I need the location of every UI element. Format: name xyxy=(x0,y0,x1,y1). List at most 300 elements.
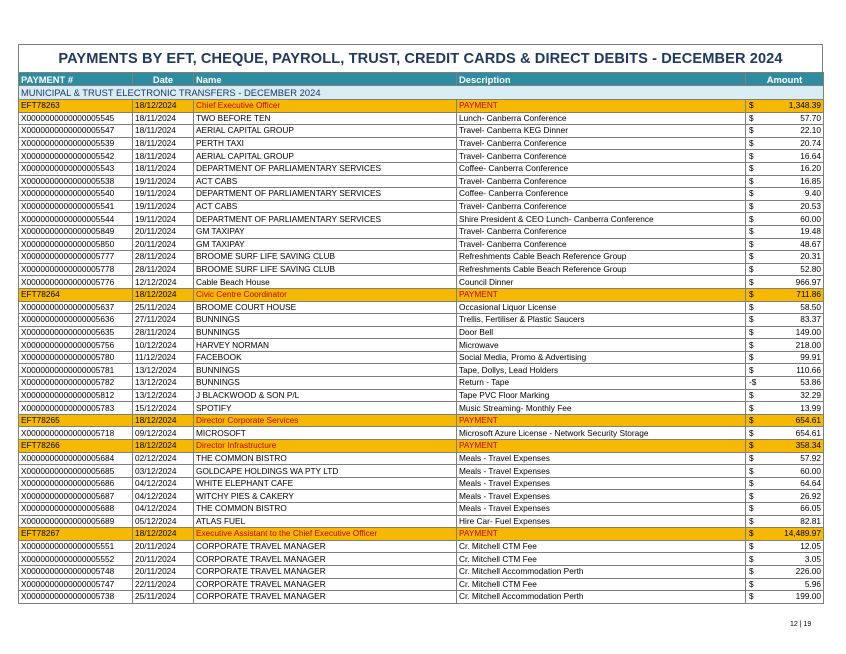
table-row xyxy=(19,175,824,188)
description-cell: Travel- Canberra Conference xyxy=(457,175,746,188)
amount-value: 22.10 xyxy=(800,125,821,136)
payment-cell: X0000000000000005782 xyxy=(19,377,133,390)
name-cell: Executive Assistant to the Chief Executive Officer xyxy=(194,528,457,541)
description-cell: PAYMENT xyxy=(457,414,746,427)
amount-value: 32.29 xyxy=(800,389,821,400)
name-cell: TWO BEFORE TEN xyxy=(194,112,457,125)
amount-cell xyxy=(746,238,824,251)
amount-value: 19.48 xyxy=(800,226,821,237)
currency-sign: $ xyxy=(749,163,754,174)
date-cell: 15/12/2024 xyxy=(133,402,194,415)
description-cell: Refreshments Cable Beach Reference Group xyxy=(457,251,746,264)
date-cell: 18/11/2024 xyxy=(133,137,194,150)
payment-cell: X0000000000000005685 xyxy=(19,465,133,478)
name-cell: BUNNINGS xyxy=(194,314,457,327)
currency-sign: $ xyxy=(749,213,754,224)
currency-sign: $ xyxy=(749,465,754,476)
date-cell: 10/12/2024 xyxy=(133,339,194,352)
amount-cell xyxy=(746,565,824,578)
amount-value: 12.05 xyxy=(800,541,821,552)
description-cell: Coffee- Canberra Conference xyxy=(457,188,746,201)
payment-cell: X0000000000000005539 xyxy=(19,137,133,150)
description-cell: Travel- Canberra Conference xyxy=(457,238,746,251)
payment-cell: X0000000000000005635 xyxy=(19,326,133,339)
name-cell: Civic Centre Coordinator xyxy=(194,288,457,301)
amount-value: 60.00 xyxy=(800,465,821,476)
description-cell: PAYMENT xyxy=(457,100,746,113)
date-cell: 04/12/2024 xyxy=(133,477,194,490)
currency-sign: $ xyxy=(749,452,754,463)
table-row xyxy=(19,465,824,478)
currency-sign: $ xyxy=(749,188,754,199)
name-cell: ATLAS FUEL xyxy=(194,515,457,528)
date-cell: 20/11/2024 xyxy=(133,225,194,238)
date-cell: 12/12/2024 xyxy=(133,276,194,289)
table-row xyxy=(19,213,824,226)
description-cell: Cr. Mitchell Accommodation Perth xyxy=(457,565,746,578)
payment-cell: X0000000000000005738 xyxy=(19,591,133,604)
amount-cell xyxy=(746,452,824,465)
name-cell: ACT CABS xyxy=(194,200,457,213)
name-cell: CORPORATE TRAVEL MANAGER xyxy=(194,578,457,591)
table-row xyxy=(19,301,824,314)
date-cell: 25/11/2024 xyxy=(133,301,194,314)
table-row xyxy=(19,162,824,175)
name-cell: ACT CABS xyxy=(194,175,457,188)
name-cell: FACEBOOK xyxy=(194,351,457,364)
name-cell: DEPARTMENT OF PARLIAMENTARY SERVICES xyxy=(194,162,457,175)
description-cell: Travel- Canberra KEG Dinner xyxy=(457,125,746,138)
page-number xyxy=(790,621,811,628)
payment-cell: X0000000000000005538 xyxy=(19,175,133,188)
table-row xyxy=(19,540,824,553)
amount-value: 26.92 xyxy=(800,490,821,501)
table-row xyxy=(19,125,824,138)
amount-cell xyxy=(746,402,824,415)
table-row xyxy=(19,490,824,503)
table-row xyxy=(19,263,824,276)
name-cell: J BLACKWOOD & SON P/L xyxy=(194,389,457,402)
currency-sign: $ xyxy=(749,427,754,438)
amount-value: 82.81 xyxy=(800,515,821,526)
table-row xyxy=(19,200,824,213)
amount-value: 16.85 xyxy=(800,175,821,186)
name-cell: THE COMMON BISTRO xyxy=(194,452,457,465)
amount-cell xyxy=(746,389,824,402)
amount-value: 99.91 xyxy=(800,352,821,363)
payment-cell: X0000000000000005551 xyxy=(19,540,133,553)
amount-cell xyxy=(746,465,824,478)
payment-cell: X0000000000000005812 xyxy=(19,389,133,402)
description-cell: PAYMENT xyxy=(457,440,746,453)
date-cell: 18/11/2024 xyxy=(133,125,194,138)
payment-cell: X0000000000000005686 xyxy=(19,477,133,490)
table-row xyxy=(19,389,824,402)
amount-value: 13.99 xyxy=(800,402,821,413)
payment-cell: X0000000000000005541 xyxy=(19,200,133,213)
payment-cell: X0000000000000005689 xyxy=(19,515,133,528)
date-cell: 09/12/2024 xyxy=(133,427,194,440)
description-cell: Council Dinner xyxy=(457,276,746,289)
amount-value: 711.86 xyxy=(796,289,821,300)
amount-value: 654.61 xyxy=(795,427,821,438)
description-cell: Meals - Travel Expenses xyxy=(457,452,746,465)
amount-cell xyxy=(746,528,824,541)
amount-cell xyxy=(746,200,824,213)
payment-cell: X0000000000000005756 xyxy=(19,339,133,352)
currency-sign: $ xyxy=(749,553,754,564)
amount-value: 966.97 xyxy=(795,276,821,287)
date-cell: 28/11/2024 xyxy=(133,263,194,276)
table-row xyxy=(19,339,824,352)
date-cell: 19/11/2024 xyxy=(133,188,194,201)
currency-sign: $ xyxy=(749,541,754,552)
eft-summary-row xyxy=(19,288,824,301)
date-cell: 18/12/2024 xyxy=(133,440,194,453)
name-cell: Cable Beach House xyxy=(194,276,457,289)
amount-value: 53.86 xyxy=(800,377,821,388)
table-row xyxy=(19,402,824,415)
currency-sign: $ xyxy=(749,339,754,350)
amount-cell xyxy=(746,364,824,377)
amount-value: 358.34 xyxy=(795,440,821,451)
payment-cell: X0000000000000005747 xyxy=(19,578,133,591)
table-row xyxy=(19,565,824,578)
description-cell: Meals - Travel Expenses xyxy=(457,477,746,490)
amount-value: 52.80 xyxy=(800,264,821,275)
currency-sign: $ xyxy=(749,276,754,287)
header-date: Date xyxy=(133,73,194,86)
amount-value: 48.67 xyxy=(800,238,821,249)
currency-sign: $ xyxy=(749,226,754,237)
payment-cell: X0000000000000005687 xyxy=(19,490,133,503)
date-cell: 13/12/2024 xyxy=(133,389,194,402)
currency-sign: $ xyxy=(749,326,754,337)
description-cell: Coffee- Canberra Conference xyxy=(457,162,746,175)
date-cell: 19/11/2024 xyxy=(133,200,194,213)
description-cell: PAYMENT xyxy=(457,528,746,541)
date-cell: 02/12/2024 xyxy=(133,452,194,465)
table-row xyxy=(19,188,824,201)
amount-cell xyxy=(746,188,824,201)
currency-sign: $ xyxy=(749,238,754,249)
name-cell: WHITE ELEPHANT CAFE xyxy=(194,477,457,490)
amount-cell xyxy=(746,540,824,553)
currency-sign: $ xyxy=(749,503,754,514)
amount-value: 20.31 xyxy=(800,251,821,262)
name-cell: THE COMMON BISTRO xyxy=(194,503,457,516)
page-separator: | xyxy=(799,621,802,628)
date-cell: 18/12/2024 xyxy=(133,288,194,301)
name-cell: CORPORATE TRAVEL MANAGER xyxy=(194,591,457,604)
eft-summary-row xyxy=(19,440,824,453)
description-cell: Meals - Travel Expenses xyxy=(457,503,746,516)
amount-value: 14,489.97 xyxy=(784,528,821,539)
description-cell: Microsoft Azure License - Network Security Storage xyxy=(457,427,746,440)
name-cell: BROOME COURT HOUSE xyxy=(194,301,457,314)
date-cell: 28/11/2024 xyxy=(133,326,194,339)
amount-cell xyxy=(746,515,824,528)
currency-sign: $ xyxy=(749,415,754,426)
amount-cell xyxy=(746,314,824,327)
description-cell: Social Media, Promo & Advertising xyxy=(457,351,746,364)
date-cell: 13/12/2024 xyxy=(133,364,194,377)
description-cell: Tape, Dollys, Lead Holders xyxy=(457,364,746,377)
payment-cell: X0000000000000005777 xyxy=(19,251,133,264)
currency-sign: $ xyxy=(749,528,754,539)
currency-sign: $ xyxy=(749,289,754,300)
amount-value: 654.61 xyxy=(795,415,821,426)
amount-value: 16.20 xyxy=(800,163,821,174)
payment-cell: X0000000000000005780 xyxy=(19,351,133,364)
payment-cell: X0000000000000005544 xyxy=(19,213,133,226)
description-cell: Music Streaming- Monthly Fee xyxy=(457,402,746,415)
amount-cell xyxy=(746,339,824,352)
name-cell: MICROSOFT xyxy=(194,427,457,440)
header-amount: Amount xyxy=(746,73,824,86)
table-row xyxy=(19,351,824,364)
amount-cell xyxy=(746,591,824,604)
name-cell: Director Corporate Services xyxy=(194,414,457,427)
description-cell: Tape PVC Floor Marking xyxy=(457,389,746,402)
date-cell: 04/12/2024 xyxy=(133,490,194,503)
description-cell: Shire President & CEO Lunch- Canberra Conference xyxy=(457,213,746,226)
table-row xyxy=(19,150,824,163)
amount-cell xyxy=(746,377,824,390)
date-cell: 19/11/2024 xyxy=(133,175,194,188)
amount-cell xyxy=(746,150,824,163)
amount-cell xyxy=(746,490,824,503)
payment-cell: X0000000000000005778 xyxy=(19,263,133,276)
table-row xyxy=(19,112,824,125)
table-row xyxy=(19,591,824,604)
table-row xyxy=(19,377,824,390)
amount-value: 20.74 xyxy=(800,138,821,149)
currency-sign: $ xyxy=(749,440,754,451)
currency-sign: $ xyxy=(749,566,754,577)
amount-cell xyxy=(746,503,824,516)
name-cell: SPOTIFY xyxy=(194,402,457,415)
amount-cell xyxy=(746,351,824,364)
amount-value: 149.00 xyxy=(795,326,821,337)
name-cell: Director Infrastructure xyxy=(194,440,457,453)
payment-cell: X0000000000000005552 xyxy=(19,553,133,566)
amount-value: 110.66 xyxy=(796,364,821,375)
currency-sign: $ xyxy=(749,100,754,111)
header-description: Description xyxy=(457,73,746,86)
description-cell: Microwave xyxy=(457,339,746,352)
payment-cell: X0000000000000005850 xyxy=(19,238,133,251)
amount-cell xyxy=(746,427,824,440)
payments-table xyxy=(18,72,824,604)
amount-cell xyxy=(746,440,824,453)
currency-sign: $ xyxy=(749,352,754,363)
description-cell: Travel- Canberra Conference xyxy=(457,150,746,163)
currency-sign: $ xyxy=(749,314,754,325)
name-cell: BROOME SURF LIFE SAVING CLUB xyxy=(194,263,457,276)
description-cell: Return - Tape xyxy=(457,377,746,390)
currency-sign: $ xyxy=(749,364,754,375)
currency-sign: $ xyxy=(749,251,754,262)
header-payment: PAYMENT # xyxy=(19,73,133,86)
eft-summary-row xyxy=(19,414,824,427)
description-cell: Travel- Canberra Conference xyxy=(457,137,746,150)
table-row xyxy=(19,137,824,150)
amount-value: 5.96 xyxy=(804,578,821,589)
payment-cell: X0000000000000005718 xyxy=(19,427,133,440)
currency-sign: $ xyxy=(749,389,754,400)
description-cell: Occasional Liquor License xyxy=(457,301,746,314)
amount-cell xyxy=(746,263,824,276)
name-cell: BUNNINGS xyxy=(194,377,457,390)
name-cell: BUNNINGS xyxy=(194,326,457,339)
date-cell: 11/12/2024 xyxy=(133,351,194,364)
payment-cell: X0000000000000005547 xyxy=(19,125,133,138)
payments-sheet xyxy=(18,44,823,604)
currency-sign: $ xyxy=(749,201,754,212)
description-cell: Meals - Travel Expenses xyxy=(457,465,746,478)
date-cell: 18/12/2024 xyxy=(133,528,194,541)
payment-cell: EFT78264 xyxy=(19,288,133,301)
currency-sign: $ xyxy=(749,490,754,501)
table-row xyxy=(19,515,824,528)
amount-cell xyxy=(746,276,824,289)
currency-sign: $ xyxy=(749,515,754,526)
payment-cell: X0000000000000005849 xyxy=(19,225,133,238)
date-cell: 18/12/2024 xyxy=(133,100,194,113)
date-cell: 22/11/2024 xyxy=(133,578,194,591)
currency-sign: $ xyxy=(749,301,754,312)
amount-value: 16.64 xyxy=(800,150,821,161)
description-cell: Travel- Canberra Conference xyxy=(457,225,746,238)
currency-sign: $ xyxy=(749,264,754,275)
amount-value: 199.00 xyxy=(795,591,821,602)
table-row xyxy=(19,452,824,465)
amount-value: 57.70 xyxy=(800,112,821,123)
name-cell: Chief Executive Officer xyxy=(194,100,457,113)
payment-cell: X0000000000000005542 xyxy=(19,150,133,163)
amount-cell xyxy=(746,414,824,427)
currency-sign: $ xyxy=(749,402,754,413)
payment-cell: X0000000000000005688 xyxy=(19,503,133,516)
date-cell: 19/11/2024 xyxy=(133,213,194,226)
table-row xyxy=(19,238,824,251)
date-cell: 20/11/2024 xyxy=(133,238,194,251)
date-cell: 20/11/2024 xyxy=(133,540,194,553)
section-row xyxy=(19,86,824,100)
amount-cell xyxy=(746,137,824,150)
amount-value: 20.53 xyxy=(800,201,821,212)
table-row xyxy=(19,276,824,289)
name-cell: BROOME SURF LIFE SAVING CLUB xyxy=(194,251,457,264)
payment-cell: X0000000000000005637 xyxy=(19,301,133,314)
amount-value: 57.92 xyxy=(800,452,821,463)
table-row xyxy=(19,427,824,440)
name-cell: GM TAXIPAY xyxy=(194,238,457,251)
amount-value: 3.05 xyxy=(804,553,821,564)
payment-cell: X0000000000000005748 xyxy=(19,565,133,578)
page-title: PAYMENTS BY EFT, CHEQUE, PAYROLL, TRUST, CREDIT CARDS & DIRECT DEBITS - DECEMBER 2024 xyxy=(18,44,823,72)
amount-value: 64.64 xyxy=(800,478,821,489)
payment-cell: X0000000000000005684 xyxy=(19,452,133,465)
name-cell: CORPORATE TRAVEL MANAGER xyxy=(194,565,457,578)
name-cell: GOLDCAPE HOLDINGS WA PTY LTD xyxy=(194,465,457,478)
amount-value: 1,348.39 xyxy=(788,100,821,111)
amount-cell xyxy=(746,100,824,113)
currency-sign: $ xyxy=(749,125,754,136)
payment-cell: X0000000000000005776 xyxy=(19,276,133,289)
description-cell: Refreshments Cable Beach Reference Group xyxy=(457,263,746,276)
amount-value: 58.50 xyxy=(800,301,821,312)
date-cell: 27/11/2024 xyxy=(133,314,194,327)
eft-summary-row xyxy=(19,100,824,113)
amount-cell xyxy=(746,288,824,301)
name-cell: PERTH TAXI xyxy=(194,137,457,150)
date-cell: 18/11/2024 xyxy=(133,112,194,125)
date-cell: 18/12/2024 xyxy=(133,414,194,427)
amount-cell xyxy=(746,213,824,226)
name-cell: AERIAL CAPITAL GROUP xyxy=(194,150,457,163)
description-cell: Travel- Canberra Conference xyxy=(457,200,746,213)
description-cell: Hire Car- Fuel Expenses xyxy=(457,515,746,528)
payment-cell: EFT78267 xyxy=(19,528,133,541)
payment-cell: X0000000000000005783 xyxy=(19,402,133,415)
total-pages: 19 xyxy=(803,621,812,628)
currency-sign: -$ xyxy=(749,377,757,388)
name-cell: DEPARTMENT OF PARLIAMENTARY SERVICES xyxy=(194,213,457,226)
amount-cell xyxy=(746,162,824,175)
amount-cell xyxy=(746,125,824,138)
amount-value: 218.00 xyxy=(795,339,821,350)
description-cell: Cr. Mitchell CTM Fee xyxy=(457,553,746,566)
payment-cell: X0000000000000005636 xyxy=(19,314,133,327)
payment-cell: EFT78266 xyxy=(19,440,133,453)
current-page: 12 xyxy=(790,621,798,628)
table-row xyxy=(19,477,824,490)
description-cell: Cr. Mitchell CTM Fee xyxy=(457,578,746,591)
table-row xyxy=(19,326,824,339)
amount-value: 83.37 xyxy=(800,314,821,325)
description-cell: Cr. Mitchell Accommodation Perth xyxy=(457,591,746,604)
payment-cell: EFT78265 xyxy=(19,414,133,427)
date-cell: 25/11/2024 xyxy=(133,591,194,604)
name-cell: WITCHY PIES & CAKERY xyxy=(194,490,457,503)
name-cell: BUNNINGS xyxy=(194,364,457,377)
name-cell: CORPORATE TRAVEL MANAGER xyxy=(194,553,457,566)
amount-value: 9.40 xyxy=(804,188,821,199)
eft-summary-row xyxy=(19,528,824,541)
name-cell: DEPARTMENT OF PARLIAMENTARY SERVICES xyxy=(194,188,457,201)
amount-cell xyxy=(746,225,824,238)
date-cell: 05/12/2024 xyxy=(133,515,194,528)
date-cell: 20/11/2024 xyxy=(133,565,194,578)
date-cell: 03/12/2024 xyxy=(133,465,194,478)
description-cell: Door Bell xyxy=(457,326,746,339)
amount-cell xyxy=(746,578,824,591)
name-cell: HARVEY NORMAN xyxy=(194,339,457,352)
table-row xyxy=(19,503,824,516)
description-cell: Lunch- Canberra Conference xyxy=(457,112,746,125)
date-cell: 28/11/2024 xyxy=(133,251,194,264)
payment-cell: EFT78263 xyxy=(19,100,133,113)
amount-cell xyxy=(746,301,824,314)
payment-cell: X0000000000000005543 xyxy=(19,162,133,175)
section-title: MUNICIPAL & TRUST ELECTRONIC TRANSFERS - DECEMBER 2024 xyxy=(19,86,824,100)
description-cell: PAYMENT xyxy=(457,288,746,301)
amount-cell xyxy=(746,112,824,125)
table-row xyxy=(19,314,824,327)
header-name: Name xyxy=(194,73,457,86)
